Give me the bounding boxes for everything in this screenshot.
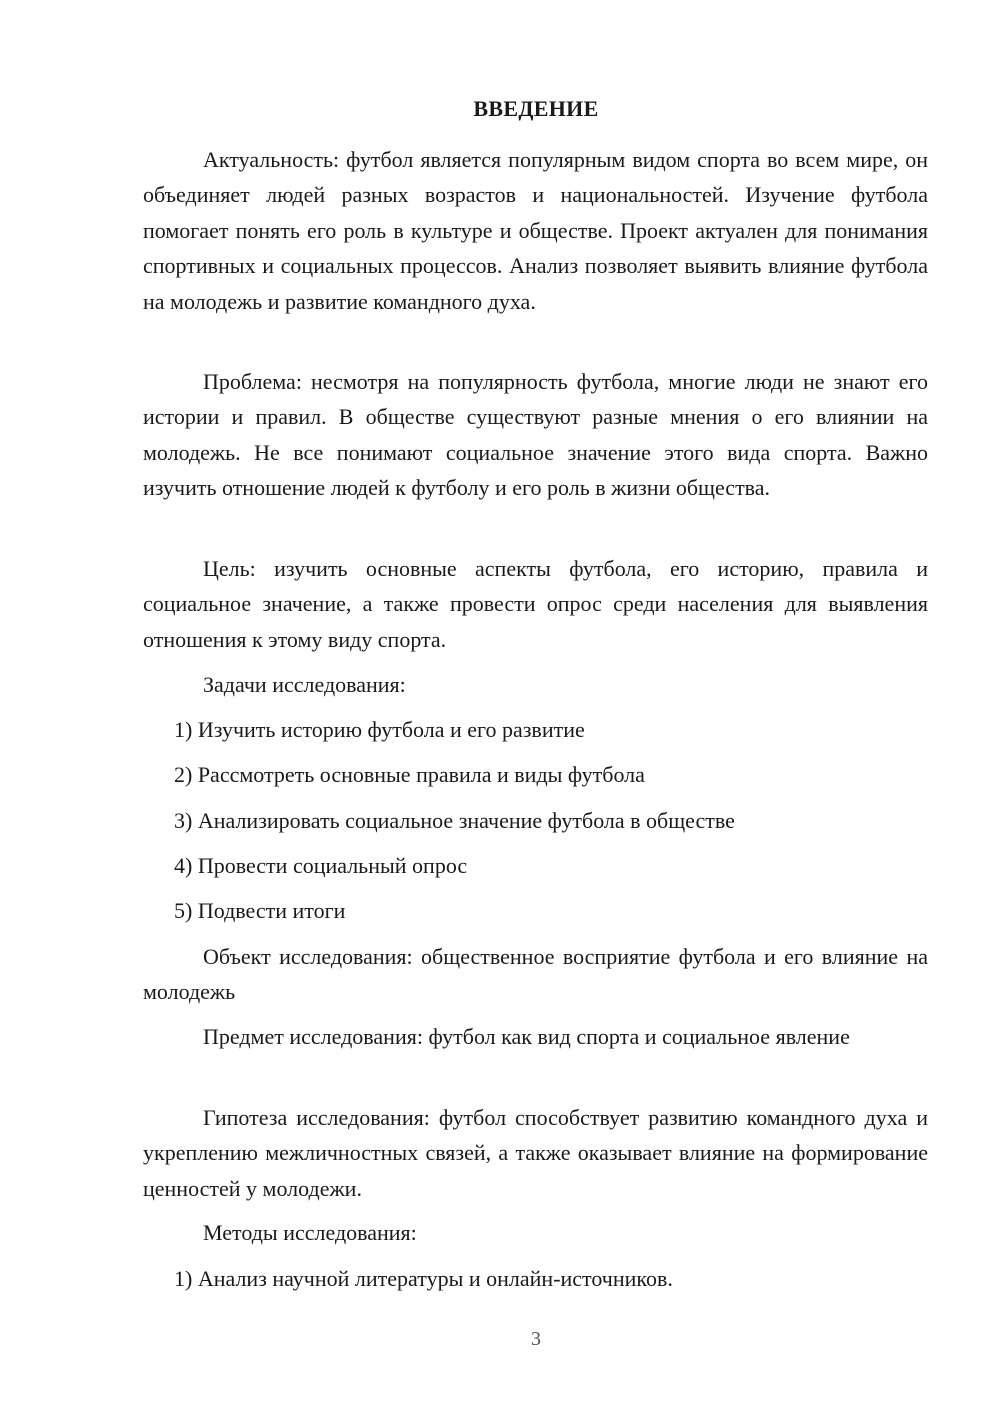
hypothesis-paragraph: Гипотеза исследования: футбол способствует развитию командного духа и укреплению межличностных связей, а также оказывает влияние на формирование ценностей у молодежи.: [143, 1105, 928, 1201]
subject-paragraph: Предмет исследования: футбол как вид спорта и социальное явление: [203, 1024, 850, 1049]
relevance-paragraph: Актуальность: футбол является популярным видом спорта во всем мире, он объединяет людей разных возрастов и национальностей. Изучение футбола помогает понять его роль в культуре и обществе. Проект актуален для понимания спортивных и социальных процессов. Анализ позволяет выявить влияние футбола на молодежь и развитие командного духа.: [143, 147, 928, 314]
task-item: 1) Изучить историю футбола и его развитие: [174, 717, 585, 742]
page-heading: ВВЕДЕНИЕ: [473, 96, 599, 121]
page-number: 3: [531, 1328, 541, 1350]
task-item: 4) Провести социальный опрос: [174, 853, 468, 878]
method-item: 1) Анализ научной литературы и онлайн-источников.: [174, 1266, 673, 1291]
problem-paragraph: Проблема: несмотря на популярность футбола, многие люди не знают его истории и правил. В обществе существуют разные мнения о его влиянии на молодежь. Не все понимают социальное значение этого вида спорта. Важно изучить отношение людей к футболу и его роль в жизни общества.: [143, 369, 928, 501]
object-paragraph: Объект исследования: общественное восприятие футбола и его влияние на молодежь: [143, 944, 928, 1005]
task-item: 3) Анализировать социальное значение футбола в обществе: [174, 808, 735, 833]
methods-title: Методы исследования:: [203, 1220, 417, 1245]
tasks-title: Задачи исследования:: [203, 672, 406, 697]
task-item: 2) Рассмотреть основные правила и виды футбола: [174, 762, 645, 787]
task-item: 5) Подвести итоги: [174, 898, 346, 923]
goal-paragraph: Цель: изучить основные аспекты футбола, его историю, правила и социальное значение, а также провести опрос среди населения для выявления отношения к этому виду спорта.: [143, 556, 928, 652]
